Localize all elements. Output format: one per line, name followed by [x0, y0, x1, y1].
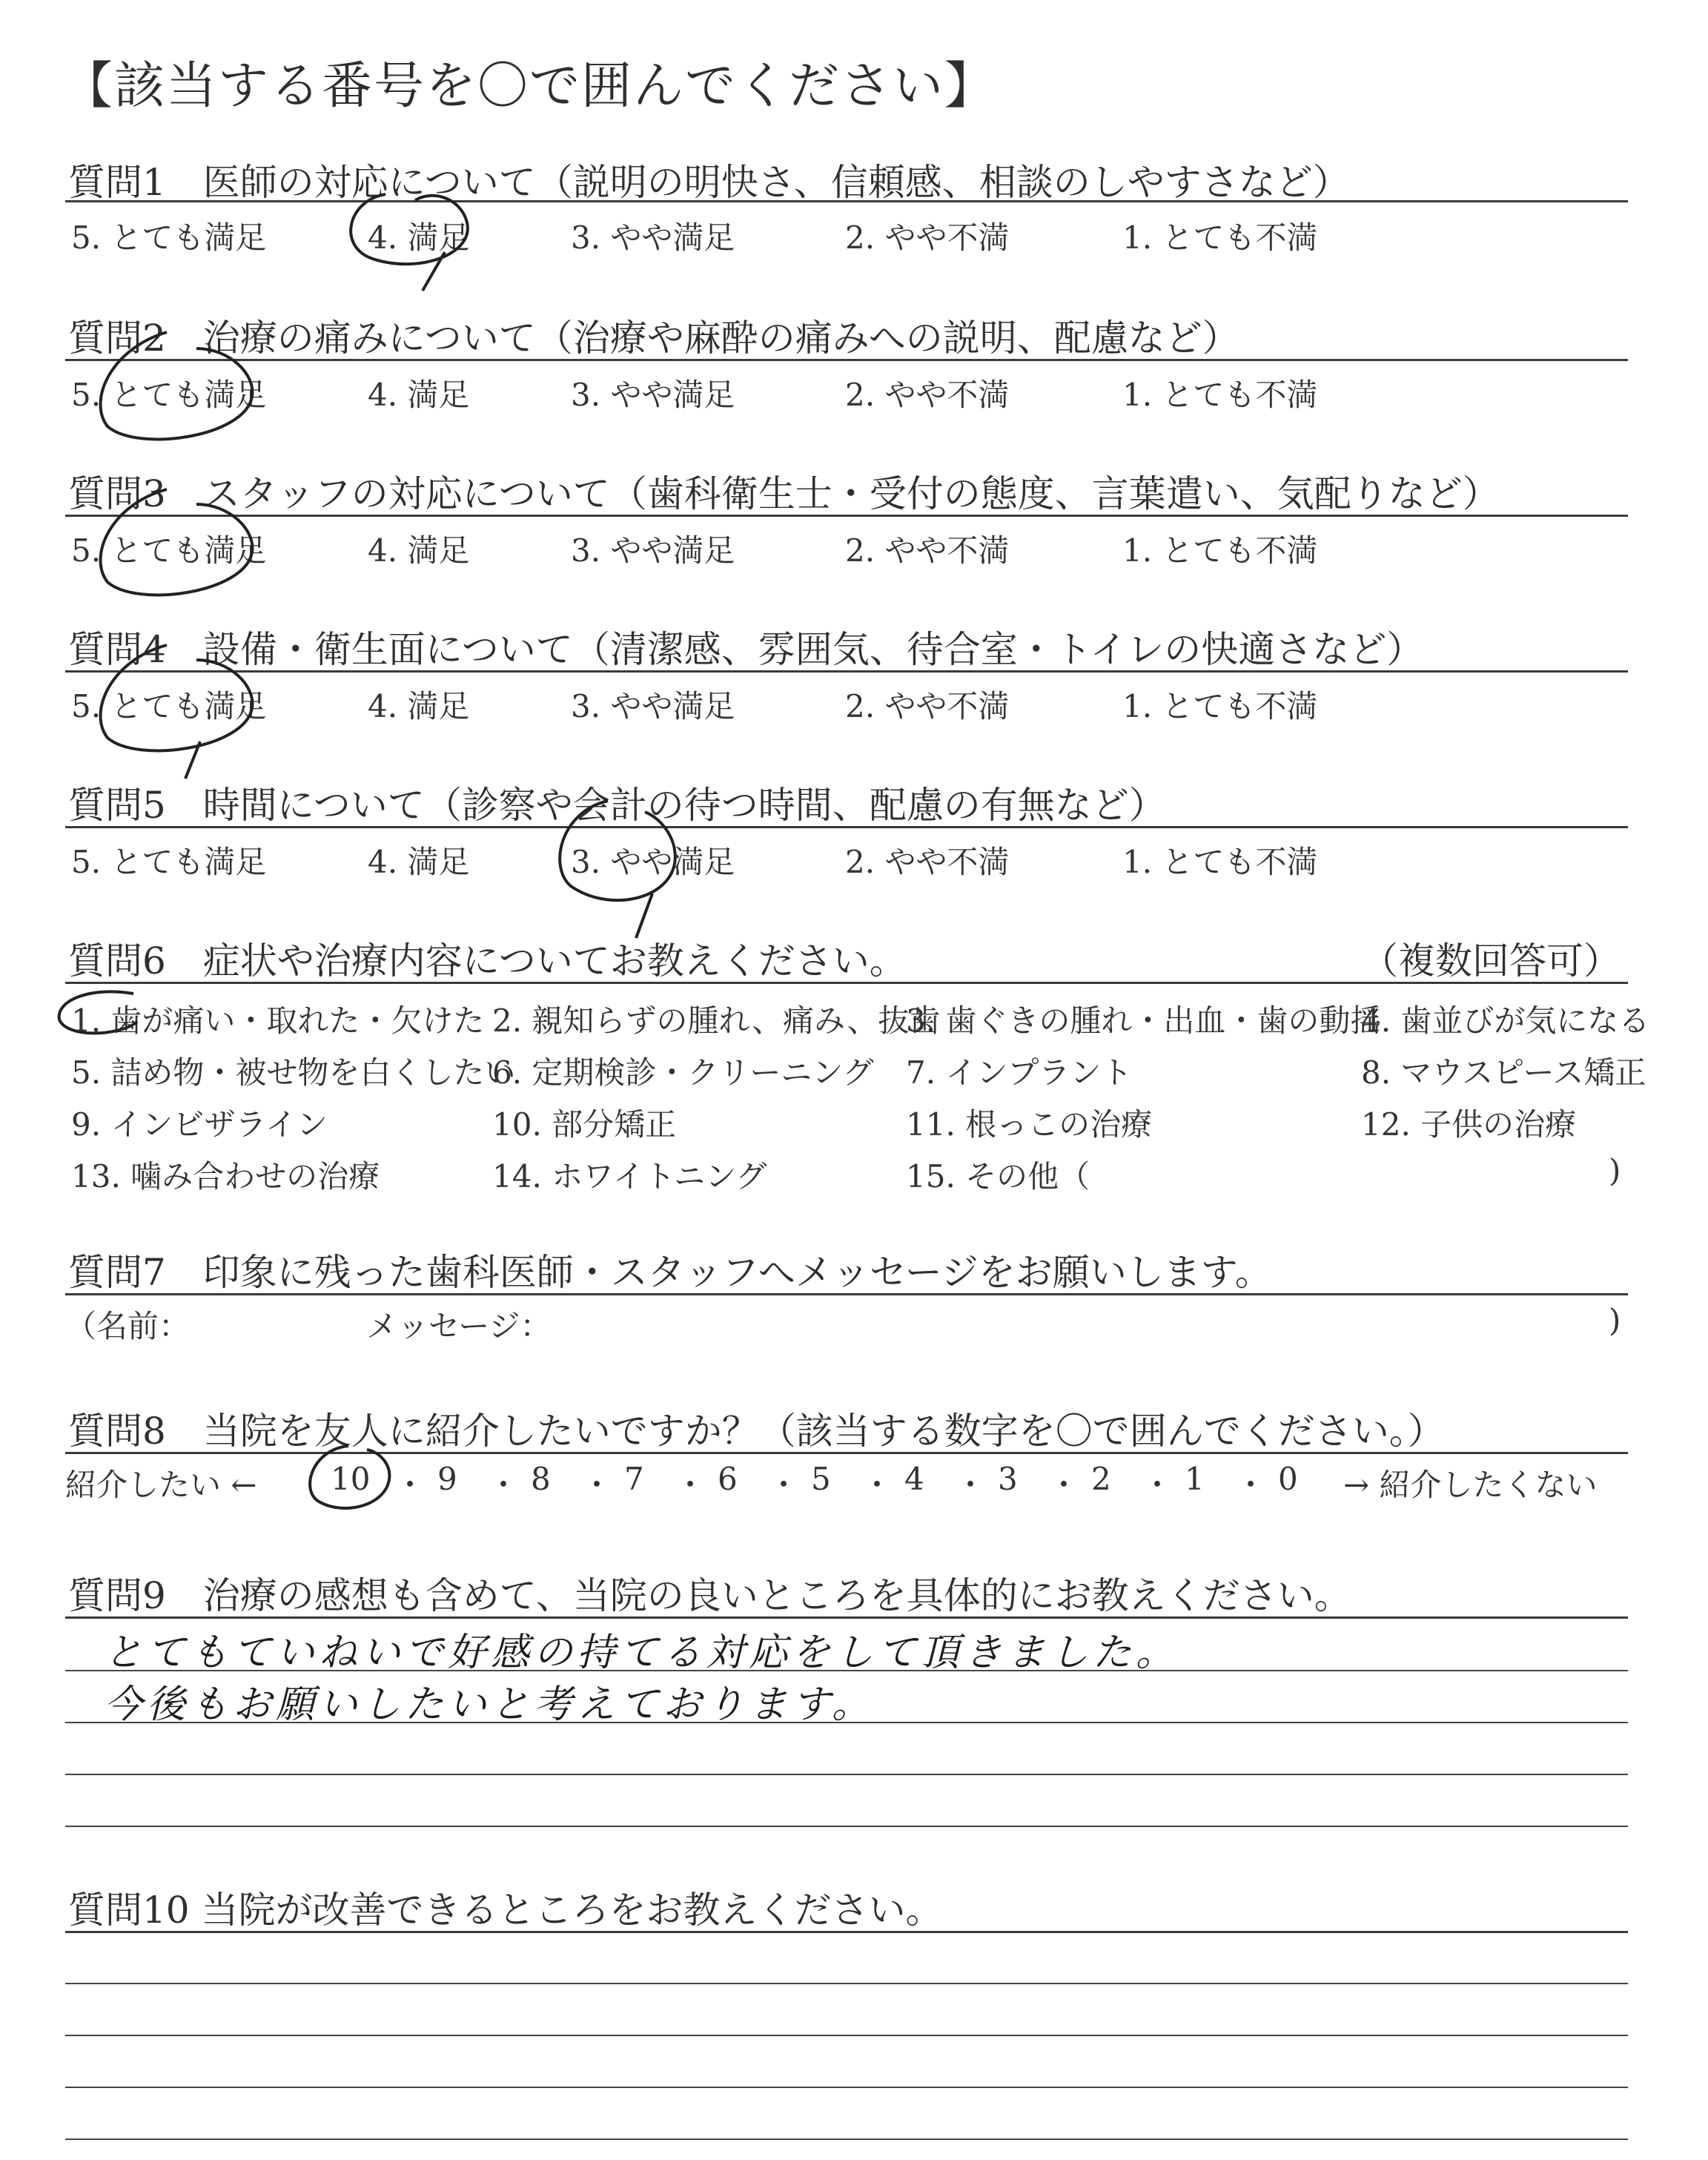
question-2-title: 質問2 治療の痛みについて（治療や麻酔の痛みへの説明、配慮など） [68, 317, 1239, 360]
q8-separator: ・ [394, 1467, 426, 1503]
q4-option-3[interactable]: 3. やや満足 [571, 688, 735, 724]
q5-option-5[interactable]: 5. とても満足 [71, 844, 267, 880]
q5-option-2[interactable]: 2. やや不満 [845, 844, 1010, 880]
q10-rule-3 [65, 2035, 1628, 2036]
q8-separator: ・ [955, 1467, 987, 1503]
q2-option-1[interactable]: 1. とても不満 [1122, 377, 1318, 413]
q8-score-4[interactable]: 4 [904, 1461, 924, 1497]
question-6-rule [65, 982, 1628, 984]
q8-separator: ・ [1048, 1467, 1080, 1503]
q6-item-14[interactable]: 14. ホワイトニング [492, 1158, 767, 1195]
question-7-rule [65, 1293, 1628, 1295]
q7-message-label: メッセージ： [366, 1308, 552, 1344]
q6-item-15-other[interactable]: 15. その他（ [906, 1158, 1090, 1195]
q10-rule-4 [65, 2087, 1628, 2088]
question-1-rule [65, 200, 1628, 202]
q2-option-2[interactable]: 2. やや不満 [845, 377, 1010, 413]
question-3-rule [65, 515, 1628, 517]
q9-rule-1 [65, 1616, 1628, 1619]
page-header: 【該当する番号を〇で囲んでください】 [62, 57, 997, 116]
question-5-rule [65, 826, 1628, 828]
q10-rule-2 [65, 1983, 1628, 1984]
q6-item-11[interactable]: 11. 根っこの治療 [906, 1106, 1153, 1143]
q8-score-3[interactable]: 3 [998, 1461, 1018, 1497]
q1-option-4[interactable]: 4. 満足 [368, 219, 470, 256]
q7-close-paren: ) [1609, 1302, 1621, 1338]
q8-left-label: 紹介したい ← [65, 1467, 257, 1503]
q4-option-4[interactable]: 4. 満足 [368, 688, 470, 724]
question-4-rule [65, 670, 1628, 673]
q5-option-1[interactable]: 1. とても不満 [1122, 844, 1318, 880]
q3-option-1[interactable]: 1. とても不満 [1122, 532, 1318, 569]
q1-option-1[interactable]: 1. とても不満 [1122, 219, 1318, 256]
question-2-rule [65, 359, 1628, 361]
q1-option-5[interactable]: 5. とても満足 [71, 219, 267, 256]
q2-option-3[interactable]: 3. やや満足 [571, 377, 735, 413]
q8-score-9[interactable]: 9 [437, 1461, 457, 1497]
q8-score-2[interactable]: 2 [1091, 1461, 1111, 1497]
q10-rule-1 [65, 1931, 1628, 1933]
q6-item-7[interactable]: 7. インプラント [906, 1054, 1133, 1091]
q6-item-5[interactable]: 5. 詰め物・被せ物を白くしたい [71, 1054, 516, 1091]
question-6-title: 質問6 症状や治療内容についてお教えください。 [68, 939, 907, 982]
q6-item-1[interactable]: 1. 歯が痛い・取れた・欠けた [71, 1003, 485, 1039]
q4-option-1[interactable]: 1. とても不満 [1122, 688, 1318, 724]
q6-item-6[interactable]: 6. 定期検診・クリーニング [492, 1054, 874, 1091]
q3-option-2[interactable]: 2. やや不満 [845, 532, 1010, 569]
q6-item-10[interactable]: 10. 部分矯正 [492, 1106, 677, 1143]
q1-option-2[interactable]: 2. やや不満 [845, 219, 1010, 256]
question-9-title: 質問9 治療の感想も含めて、当院の良いところを具体的にお教えください。 [68, 1574, 1351, 1617]
question-3-title: 質問3 スタッフの対応について（歯科衛生士・受付の態度、言葉遣い、気配りなど） [68, 472, 1500, 515]
q4-option-5[interactable]: 5. とても満足 [71, 688, 267, 724]
question-4-title: 質問4 設備・衛生面について（清潔感、雰囲気、待合室・トイレの快適さなど） [68, 628, 1424, 671]
q9-handwritten-line-2: 今後もお願いしたいと考えております。 [104, 1682, 875, 1727]
q8-separator: ・ [581, 1467, 613, 1503]
q8-separator: ・ [861, 1467, 893, 1503]
question-6-multiple-note: （複数回答可） [1361, 939, 1621, 982]
q2-option-4[interactable]: 4. 満足 [368, 377, 470, 413]
q5-option-3[interactable]: 3. やや満足 [571, 844, 735, 880]
q8-separator: ・ [1235, 1467, 1267, 1503]
q8-score-6[interactable]: 6 [718, 1461, 738, 1497]
q6-item-4[interactable]: 4. 歯並びが気になる [1361, 1003, 1650, 1039]
q8-right-label: → 紹介したくない [1343, 1467, 1598, 1503]
q3-option-3[interactable]: 3. やや満足 [571, 532, 735, 569]
q8-score-1[interactable]: 1 [1185, 1461, 1205, 1497]
q6-item-2[interactable]: 2. 親知らずの腫れ、痛み、抜歯 [492, 1003, 941, 1039]
q10-rule-5 [65, 2138, 1628, 2140]
q2-option-5[interactable]: 5. とても満足 [71, 377, 267, 413]
q6-item-12[interactable]: 12. 子供の治療 [1361, 1106, 1577, 1143]
q5-option-4[interactable]: 4. 満足 [368, 844, 470, 880]
q3-option-4[interactable]: 4. 満足 [368, 532, 470, 569]
q4-option-2[interactable]: 2. やや不満 [845, 688, 1010, 724]
q6-item-9[interactable]: 9. インビザライン [71, 1106, 328, 1143]
q9-handwritten-line-1: とてもていねいで好感の持てる対応をして頂きました。 [104, 1631, 1179, 1675]
question-8-rule [65, 1452, 1628, 1454]
question-1-title: 質問1 医師の対応について（説明の明快さ、信頼感、相談のしやすさなど） [68, 161, 1350, 204]
q8-score-0[interactable]: 0 [1278, 1461, 1298, 1497]
q8-score-5[interactable]: 5 [811, 1461, 831, 1497]
q6-item-8[interactable]: 8. マウスピース矯正 [1361, 1054, 1646, 1091]
q6-other-close-paren: ) [1609, 1152, 1621, 1189]
q9-rule-5 [65, 1826, 1628, 1827]
q9-rule-4 [65, 1774, 1628, 1775]
question-10-title: 質問10 当院が改善できるところをお教えください。 [68, 1889, 943, 1932]
q1-option-3[interactable]: 3. やや満足 [571, 219, 735, 256]
q3-option-5[interactable]: 5. とても満足 [71, 532, 267, 569]
q8-score-7[interactable]: 7 [624, 1461, 644, 1497]
q8-score-10[interactable]: 10 [331, 1461, 371, 1497]
q8-separator: ・ [768, 1467, 800, 1503]
q7-name-label: （名前： [65, 1308, 191, 1344]
q8-separator: ・ [1142, 1467, 1174, 1503]
q8-separator: ・ [675, 1467, 706, 1503]
q6-item-13[interactable]: 13. 噛み合わせの治療 [71, 1158, 380, 1195]
q8-separator: ・ [488, 1467, 520, 1503]
question-8-title: 質問8 当院を友人に紹介したいですか？（該当する数字を〇で囲んでください。） [68, 1410, 1445, 1453]
q6-item-3[interactable]: 3. 歯ぐきの腫れ・出血・歯の動揺 [906, 1003, 1382, 1039]
q8-score-8[interactable]: 8 [531, 1461, 551, 1497]
question-5-title: 質問5 時間について（診察や会計の待つ時間、配慮の有無など） [68, 784, 1166, 827]
question-7-title: 質問7 印象に残った歯科医師・スタッフへメッセージをお願いします。 [68, 1251, 1272, 1294]
